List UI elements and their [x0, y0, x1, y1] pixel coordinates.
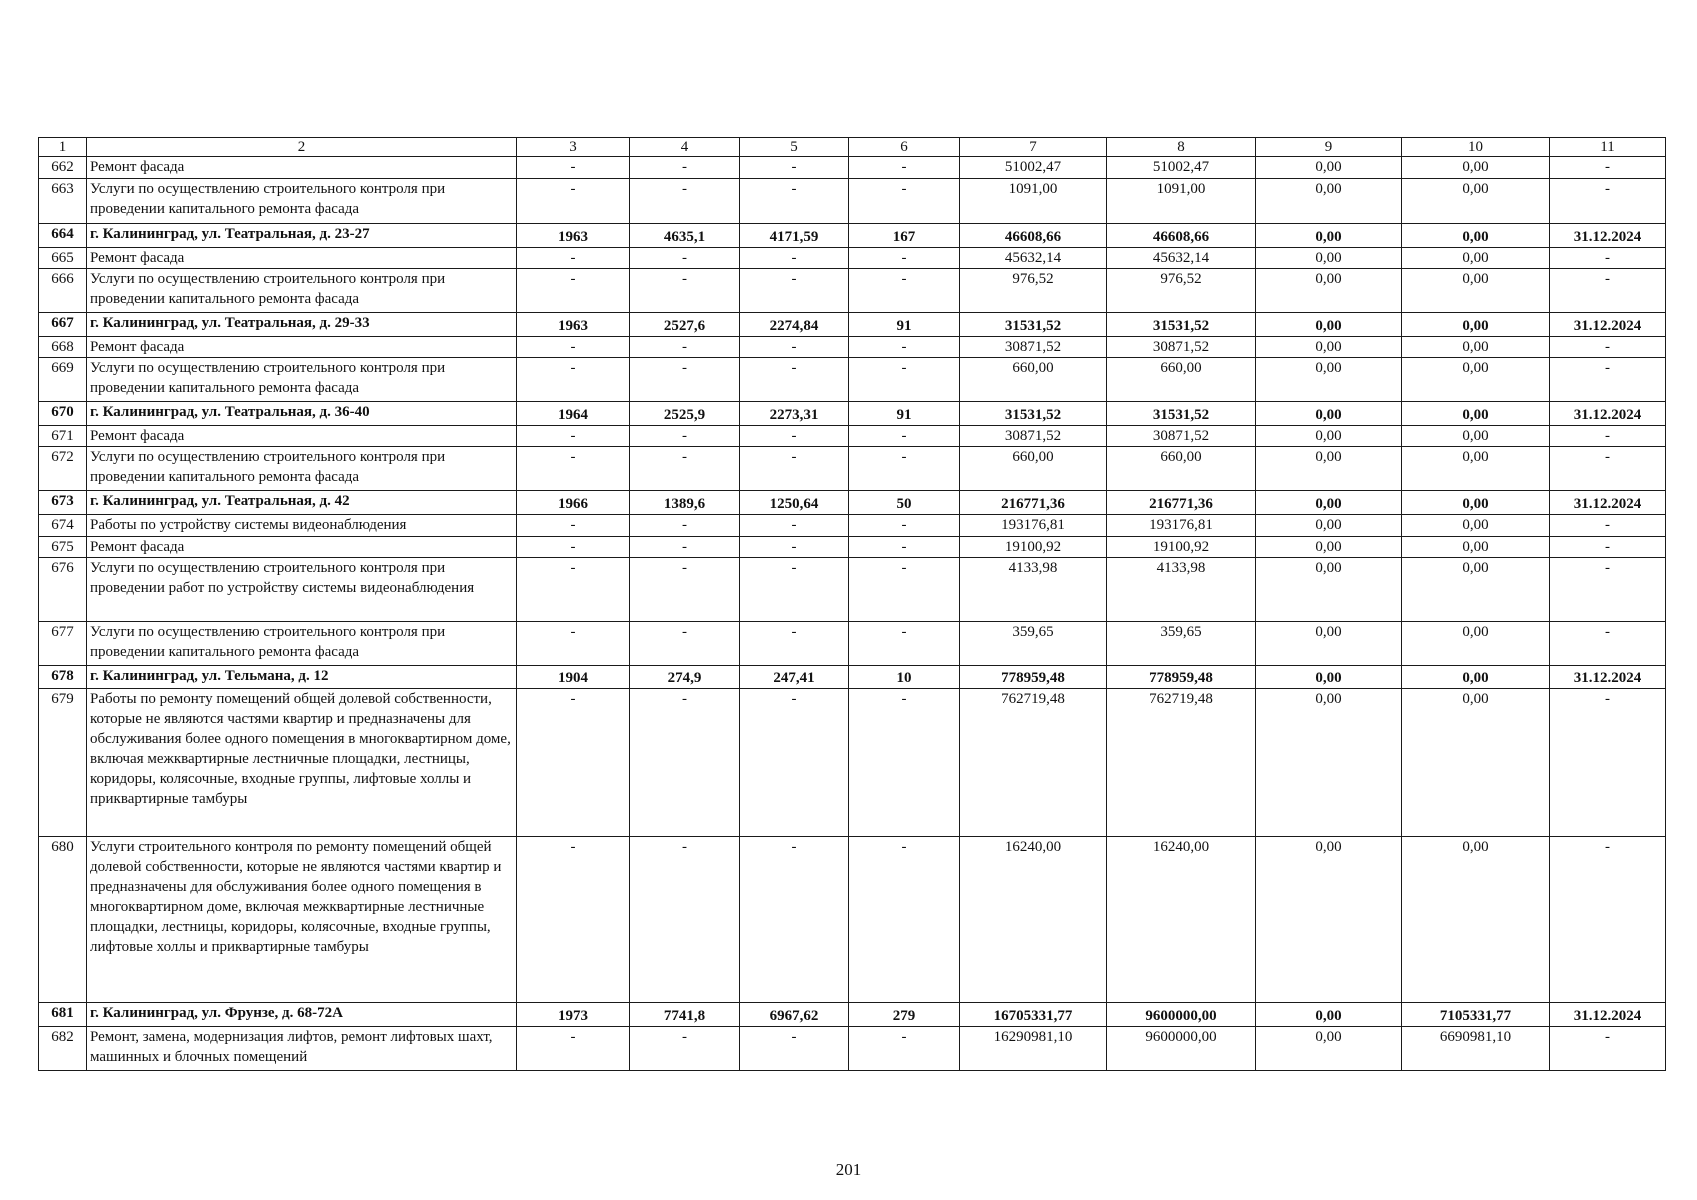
value-cell-col11: -	[1550, 1027, 1666, 1071]
row-number: 680	[39, 837, 87, 1003]
value-cell-col6: -	[849, 358, 960, 402]
value-cell-col4: 7741,8	[630, 1003, 740, 1027]
value-cell-col3: 1973	[517, 1003, 630, 1027]
value-cell-col9: 0,00	[1256, 358, 1402, 402]
value-cell-col4: 4635,1	[630, 224, 740, 248]
row-number: 681	[39, 1003, 87, 1027]
value-cell-col3: -	[517, 358, 630, 402]
value-cell-col5: -	[740, 1027, 849, 1071]
work-description: Услуги по осуществлению строительного контроля при проведении капитального ремонта фасада	[87, 179, 517, 224]
row-number: 666	[39, 269, 87, 313]
address-cell: г. Калининград, ул. Тельмана, д. 12	[87, 666, 517, 689]
value-cell-col6: -	[849, 157, 960, 179]
value-cell-col9: 0,00	[1256, 689, 1402, 837]
value-cell-col10: 0,00	[1402, 337, 1550, 358]
table-row	[39, 337, 1666, 358]
value-cell-col10: 0,00	[1402, 689, 1550, 837]
value-cell-col8: 1091,00	[1107, 179, 1256, 224]
value-cell-col10: 0,00	[1402, 447, 1550, 491]
value-cell-col5: -	[740, 269, 849, 313]
address-row	[39, 313, 1666, 337]
row-number: 673	[39, 491, 87, 515]
value-cell-col11: -	[1550, 837, 1666, 1003]
value-cell-col3: 1963	[517, 224, 630, 248]
page-number: 201	[835, 1160, 862, 1179]
header-row	[39, 138, 1666, 157]
value-cell-col8: 9600000,00	[1107, 1003, 1256, 1027]
value-cell-col6: -	[849, 426, 960, 447]
work-description: Услуги по осуществлению строительного контроля при проведении капитального ремонта фасада	[87, 269, 517, 313]
row-number: 667	[39, 313, 87, 337]
value-cell-col10: 0,00	[1402, 491, 1550, 515]
header-cell: 11	[1550, 138, 1666, 157]
value-cell-col6: -	[849, 837, 960, 1003]
row-number: 679	[39, 689, 87, 837]
row-number: 682	[39, 1027, 87, 1071]
register-table	[38, 137, 1666, 1071]
value-cell-col9: 0,00	[1256, 224, 1402, 248]
value-cell-col6: -	[849, 558, 960, 622]
value-cell-col10: 0,00	[1402, 248, 1550, 269]
value-cell-col5: -	[740, 358, 849, 402]
value-cell-col10: 0,00	[1402, 622, 1550, 666]
address-row	[39, 224, 1666, 248]
value-cell-col8: 9600000,00	[1107, 1027, 1256, 1071]
value-cell-col10: 0,00	[1402, 313, 1550, 337]
value-cell-col8: 30871,52	[1107, 337, 1256, 358]
value-cell-col3: -	[517, 515, 630, 537]
value-cell-col9: 0,00	[1256, 313, 1402, 337]
value-cell-col5: 2273,31	[740, 402, 849, 426]
value-cell-col9: 0,00	[1256, 1003, 1402, 1027]
header-cell: 9	[1256, 138, 1402, 157]
value-cell-col7: 660,00	[960, 358, 1107, 402]
value-cell-col6: -	[849, 689, 960, 837]
table-body	[39, 138, 1666, 1071]
value-cell-col5: -	[740, 558, 849, 622]
value-cell-col3: -	[517, 426, 630, 447]
work-description: Услуги по осуществлению строительного контроля при проведении капитального ремонта фасада	[87, 358, 517, 402]
value-cell-col11: 31.12.2024	[1550, 666, 1666, 689]
address-row	[39, 1003, 1666, 1027]
value-cell-col7: 16290981,10	[960, 1027, 1107, 1071]
value-cell-col7: 359,65	[960, 622, 1107, 666]
value-cell-col9: 0,00	[1256, 179, 1402, 224]
row-number: 670	[39, 402, 87, 426]
row-number: 678	[39, 666, 87, 689]
value-cell-col9: 0,00	[1256, 622, 1402, 666]
value-cell-col6: -	[849, 537, 960, 558]
value-cell-col6: -	[849, 269, 960, 313]
value-cell-col4: 274,9	[630, 666, 740, 689]
value-cell-col4: 2527,6	[630, 313, 740, 337]
value-cell-col8: 31531,52	[1107, 313, 1256, 337]
table-row	[39, 179, 1666, 224]
value-cell-col3: -	[517, 157, 630, 179]
address-cell: г. Калининград, ул. Театральная, д. 36-40	[87, 402, 517, 426]
value-cell-col7: 976,52	[960, 269, 1107, 313]
value-cell-col7: 51002,47	[960, 157, 1107, 179]
work-description: Ремонт фасада	[87, 337, 517, 358]
value-cell-col11: -	[1550, 179, 1666, 224]
value-cell-col4: -	[630, 337, 740, 358]
value-cell-col4: -	[630, 558, 740, 622]
value-cell-col3: -	[517, 447, 630, 491]
address-row	[39, 666, 1666, 689]
work-description: Услуги строительного контроля по ремонту помещений общей долевой собственности, которые не являются частями квартир и предназначены для обслуживания более одного помещения в многоквартирном доме, включая межквартирные лестничные площадки, лестницы, коридоры, колясочные, входные группы, лифтовые холлы и приквартирные тамбуры	[87, 837, 517, 1003]
value-cell-col7: 46608,66	[960, 224, 1107, 248]
value-cell-col11: -	[1550, 248, 1666, 269]
value-cell-col8: 660,00	[1107, 358, 1256, 402]
value-cell-col5: -	[740, 837, 849, 1003]
value-cell-col10: 0,00	[1402, 358, 1550, 402]
value-cell-col8: 660,00	[1107, 447, 1256, 491]
header-cell: 8	[1107, 138, 1256, 157]
table-row	[39, 622, 1666, 666]
value-cell-col5: -	[740, 515, 849, 537]
value-cell-col4: -	[630, 269, 740, 313]
header-cell: 2	[87, 138, 517, 157]
value-cell-col3: -	[517, 558, 630, 622]
value-cell-col8: 31531,52	[1107, 402, 1256, 426]
value-cell-col11: -	[1550, 337, 1666, 358]
value-cell-col5: -	[740, 622, 849, 666]
value-cell-col9: 0,00	[1256, 666, 1402, 689]
value-cell-col6: -	[849, 248, 960, 269]
value-cell-col3: -	[517, 689, 630, 837]
value-cell-col6: 279	[849, 1003, 960, 1027]
value-cell-col4: 1389,6	[630, 491, 740, 515]
table-row	[39, 157, 1666, 179]
value-cell-col7: 660,00	[960, 447, 1107, 491]
row-number: 676	[39, 558, 87, 622]
value-cell-col4: -	[630, 515, 740, 537]
row-number: 665	[39, 248, 87, 269]
value-cell-col5: 4171,59	[740, 224, 849, 248]
value-cell-col10: 0,00	[1402, 157, 1550, 179]
value-cell-col7: 16240,00	[960, 837, 1107, 1003]
address-cell: г. Калининград, ул. Фрунзе, д. 68-72А	[87, 1003, 517, 1027]
value-cell-col11: -	[1550, 558, 1666, 622]
value-cell-col7: 4133,98	[960, 558, 1107, 622]
value-cell-col9: 0,00	[1256, 248, 1402, 269]
value-cell-col6: 10	[849, 666, 960, 689]
value-cell-col8: 4133,98	[1107, 558, 1256, 622]
value-cell-col11: -	[1550, 358, 1666, 402]
value-cell-col10: 0,00	[1402, 537, 1550, 558]
value-cell-col8: 46608,66	[1107, 224, 1256, 248]
header-cell: 1	[39, 138, 87, 157]
value-cell-col11: -	[1550, 622, 1666, 666]
row-number: 675	[39, 537, 87, 558]
row-number: 671	[39, 426, 87, 447]
value-cell-col8: 45632,14	[1107, 248, 1256, 269]
value-cell-col8: 19100,92	[1107, 537, 1256, 558]
value-cell-col6: -	[849, 179, 960, 224]
value-cell-col4: -	[630, 426, 740, 447]
value-cell-col5: -	[740, 537, 849, 558]
value-cell-col8: 359,65	[1107, 622, 1256, 666]
table-row	[39, 837, 1666, 1003]
value-cell-col8: 193176,81	[1107, 515, 1256, 537]
value-cell-col6: -	[849, 515, 960, 537]
value-cell-col10: 0,00	[1402, 515, 1550, 537]
table-row	[39, 515, 1666, 537]
value-cell-col7: 1091,00	[960, 179, 1107, 224]
value-cell-col5: 6967,62	[740, 1003, 849, 1027]
value-cell-col9: 0,00	[1256, 157, 1402, 179]
value-cell-col10: 0,00	[1402, 666, 1550, 689]
value-cell-col7: 778959,48	[960, 666, 1107, 689]
table-row	[39, 447, 1666, 491]
value-cell-col7: 216771,36	[960, 491, 1107, 515]
value-cell-col10: 6690981,10	[1402, 1027, 1550, 1071]
value-cell-col9: 0,00	[1256, 1027, 1402, 1071]
table-row	[39, 1027, 1666, 1071]
value-cell-col10: 0,00	[1402, 269, 1550, 313]
value-cell-col4: -	[630, 248, 740, 269]
value-cell-col7: 16705331,77	[960, 1003, 1107, 1027]
value-cell-col6: -	[849, 1027, 960, 1071]
value-cell-col3: 1966	[517, 491, 630, 515]
row-number: 672	[39, 447, 87, 491]
value-cell-col4: -	[630, 179, 740, 224]
value-cell-col8: 51002,47	[1107, 157, 1256, 179]
value-cell-col4: -	[630, 837, 740, 1003]
value-cell-col3: 1904	[517, 666, 630, 689]
value-cell-col5: -	[740, 426, 849, 447]
header-cell: 5	[740, 138, 849, 157]
value-cell-col10: 0,00	[1402, 224, 1550, 248]
value-cell-col8: 16240,00	[1107, 837, 1256, 1003]
work-description: Ремонт, замена, модернизация лифтов, ремонт лифтовых шахт, машинных и блочных помещений	[87, 1027, 517, 1071]
address-row	[39, 402, 1666, 426]
value-cell-col4: 2525,9	[630, 402, 740, 426]
work-description: Работы по ремонту помещений общей долевой собственности, которые не являются частями квартир и предназначены для обслуживания более одного помещения в многоквартирном доме, включая межквартирные лестничные площадки, лестницы, коридоры, колясочные, входные группы, лифтовые холлы и приквартирные тамбуры	[87, 689, 517, 837]
value-cell-col9: 0,00	[1256, 337, 1402, 358]
value-cell-col11: 31.12.2024	[1550, 402, 1666, 426]
table-row	[39, 269, 1666, 313]
value-cell-col6: -	[849, 337, 960, 358]
value-cell-col4: -	[630, 358, 740, 402]
value-cell-col10: 0,00	[1402, 558, 1550, 622]
work-description: Ремонт фасада	[87, 248, 517, 269]
value-cell-col7: 31531,52	[960, 313, 1107, 337]
table-row	[39, 248, 1666, 269]
value-cell-col7: 30871,52	[960, 426, 1107, 447]
work-description: Работы по устройству системы видеонаблюдения	[87, 515, 517, 537]
row-number: 674	[39, 515, 87, 537]
value-cell-col9: 0,00	[1256, 537, 1402, 558]
address-cell: г. Калининград, ул. Театральная, д. 42	[87, 491, 517, 515]
value-cell-col10: 0,00	[1402, 402, 1550, 426]
value-cell-col8: 30871,52	[1107, 426, 1256, 447]
value-cell-col4: -	[630, 157, 740, 179]
table-row	[39, 537, 1666, 558]
value-cell-col11: -	[1550, 269, 1666, 313]
value-cell-col9: 0,00	[1256, 426, 1402, 447]
table-row	[39, 558, 1666, 622]
value-cell-col4: -	[630, 537, 740, 558]
value-cell-col6: 167	[849, 224, 960, 248]
value-cell-col9: 0,00	[1256, 269, 1402, 313]
value-cell-col5: -	[740, 179, 849, 224]
work-description: Услуги по осуществлению строительного контроля при проведении капитального ремонта фасада	[87, 447, 517, 491]
row-number: 662	[39, 157, 87, 179]
value-cell-col3: 1963	[517, 313, 630, 337]
value-cell-col11: 31.12.2024	[1550, 224, 1666, 248]
value-cell-col11: -	[1550, 689, 1666, 837]
value-cell-col10: 0,00	[1402, 837, 1550, 1003]
value-cell-col7: 45632,14	[960, 248, 1107, 269]
value-cell-col7: 30871,52	[960, 337, 1107, 358]
table-row	[39, 358, 1666, 402]
value-cell-col7: 31531,52	[960, 402, 1107, 426]
row-number: 668	[39, 337, 87, 358]
work-description: Ремонт фасада	[87, 157, 517, 179]
value-cell-col11: -	[1550, 447, 1666, 491]
value-cell-col7: 193176,81	[960, 515, 1107, 537]
value-cell-col9: 0,00	[1256, 402, 1402, 426]
value-cell-col3: -	[517, 837, 630, 1003]
value-cell-col6: -	[849, 447, 960, 491]
value-cell-col6: 91	[849, 402, 960, 426]
value-cell-col11: -	[1550, 426, 1666, 447]
value-cell-col10: 0,00	[1402, 426, 1550, 447]
value-cell-col3: -	[517, 537, 630, 558]
value-cell-col11: 31.12.2024	[1550, 491, 1666, 515]
value-cell-col5: 247,41	[740, 666, 849, 689]
value-cell-col3: -	[517, 1027, 630, 1071]
address-cell: г. Калининград, ул. Театральная, д. 29-33	[87, 313, 517, 337]
value-cell-col6: 50	[849, 491, 960, 515]
value-cell-col6: 91	[849, 313, 960, 337]
value-cell-col9: 0,00	[1256, 837, 1402, 1003]
value-cell-col4: -	[630, 689, 740, 837]
value-cell-col3: -	[517, 248, 630, 269]
value-cell-col9: 0,00	[1256, 558, 1402, 622]
header-cell: 10	[1402, 138, 1550, 157]
header-cell: 4	[630, 138, 740, 157]
value-cell-col5: -	[740, 337, 849, 358]
value-cell-col8: 216771,36	[1107, 491, 1256, 515]
value-cell-col5: 1250,64	[740, 491, 849, 515]
value-cell-col4: -	[630, 1027, 740, 1071]
value-cell-col3: -	[517, 622, 630, 666]
value-cell-col4: -	[630, 622, 740, 666]
value-cell-col5: -	[740, 689, 849, 837]
value-cell-col9: 0,00	[1256, 515, 1402, 537]
value-cell-col11: -	[1550, 537, 1666, 558]
value-cell-col11: 31.12.2024	[1550, 1003, 1666, 1027]
value-cell-col4: -	[630, 447, 740, 491]
table-row	[39, 426, 1666, 447]
value-cell-col7: 19100,92	[960, 537, 1107, 558]
value-cell-col7: 762719,48	[960, 689, 1107, 837]
row-number: 669	[39, 358, 87, 402]
table-row	[39, 689, 1666, 837]
work-description: Ремонт фасада	[87, 537, 517, 558]
row-number: 664	[39, 224, 87, 248]
value-cell-col11: -	[1550, 515, 1666, 537]
row-number: 677	[39, 622, 87, 666]
value-cell-col3: -	[517, 179, 630, 224]
value-cell-col11: 31.12.2024	[1550, 313, 1666, 337]
value-cell-col5: 2274,84	[740, 313, 849, 337]
value-cell-col5: -	[740, 447, 849, 491]
header-cell: 3	[517, 138, 630, 157]
address-cell: г. Калининград, ул. Театральная, д. 23-27	[87, 224, 517, 248]
value-cell-col10: 0,00	[1402, 179, 1550, 224]
value-cell-col3: -	[517, 337, 630, 358]
value-cell-col10: 7105331,77	[1402, 1003, 1550, 1027]
value-cell-col8: 762719,48	[1107, 689, 1256, 837]
work-description: Услуги по осуществлению строительного контроля при проведении капитального ремонта фасада	[87, 622, 517, 666]
value-cell-col6: -	[849, 622, 960, 666]
header-cell: 7	[960, 138, 1107, 157]
header-cell: 6	[849, 138, 960, 157]
value-cell-col11: -	[1550, 157, 1666, 179]
value-cell-col8: 976,52	[1107, 269, 1256, 313]
row-number: 663	[39, 179, 87, 224]
value-cell-col9: 0,00	[1256, 447, 1402, 491]
work-description: Услуги по осуществлению строительного контроля при проведении работ по устройству системы видеонаблюдения	[87, 558, 517, 622]
value-cell-col3: -	[517, 269, 630, 313]
value-cell-col5: -	[740, 248, 849, 269]
work-description: Ремонт фасада	[87, 426, 517, 447]
value-cell-col3: 1964	[517, 402, 630, 426]
address-row	[39, 491, 1666, 515]
value-cell-col8: 778959,48	[1107, 666, 1256, 689]
value-cell-col9: 0,00	[1256, 491, 1402, 515]
value-cell-col5: -	[740, 157, 849, 179]
